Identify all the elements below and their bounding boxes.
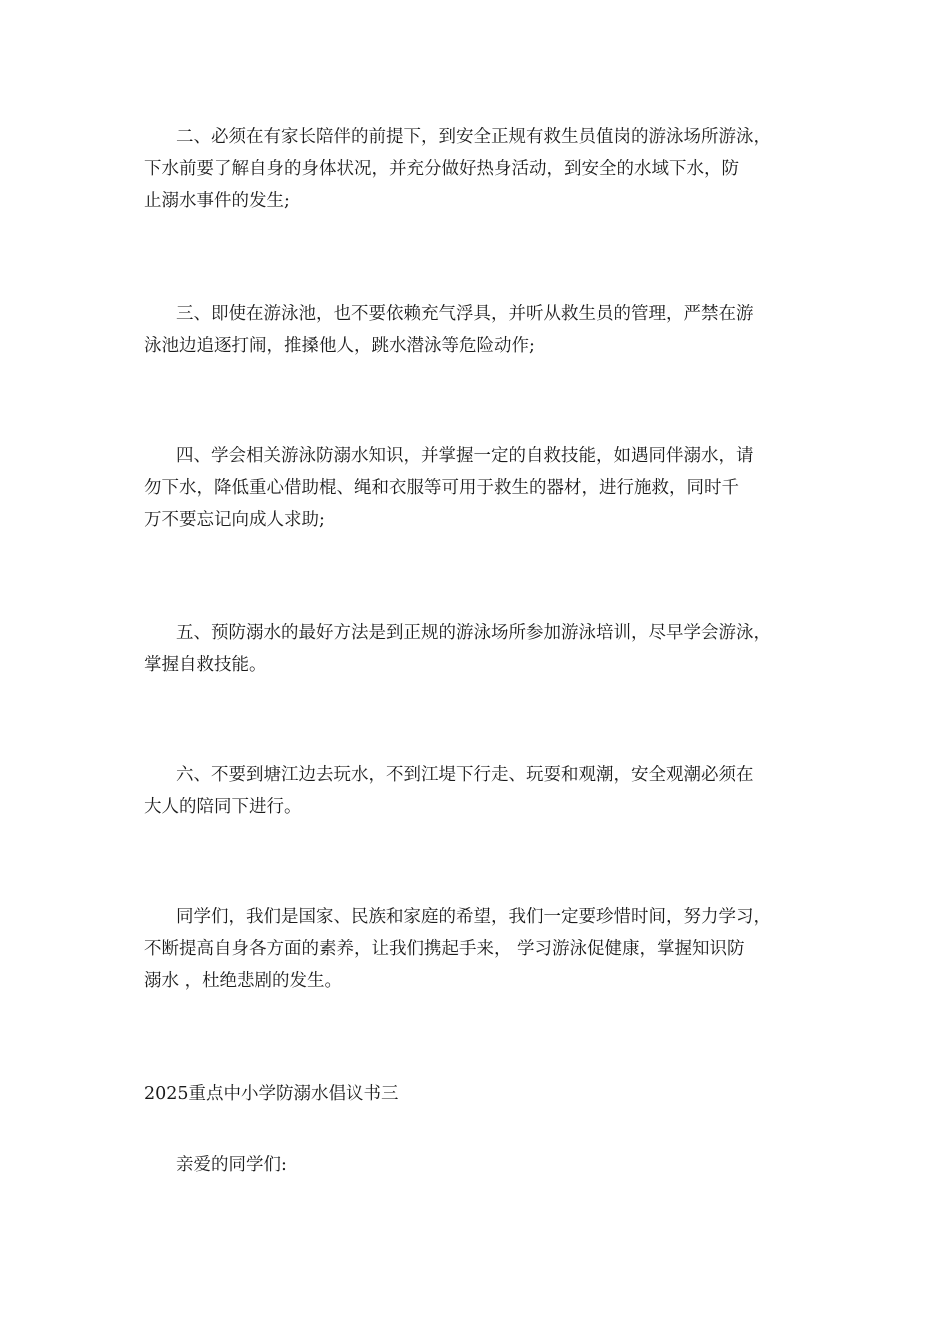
- paragraph-2: [144, 121, 816, 217]
- text-line: 勿下水，降低重心借助棍、绳和衣服等可用于救生的器材，进行施救，同时千: [144, 478, 739, 498]
- text-line: 同学们，我们是国家、民族和家庭的希望，我们一定要珍惜时间，努力学习，: [176, 907, 771, 927]
- paragraph-6: [144, 759, 816, 823]
- closing-paragraph: [144, 901, 816, 997]
- text-line: 大人的陪同下进行。: [144, 797, 302, 817]
- paragraph-5: [144, 617, 816, 681]
- text-line: 六、不要到塘江边去玩水，不到江堤下行走、玩耍和观潮，安全观潮必须在: [176, 765, 754, 785]
- paragraph-4: [144, 440, 816, 536]
- text-line: 溺水 ，杜绝悲剧的发生。: [144, 971, 343, 991]
- text-line: 止溺水事件的发生;: [144, 191, 290, 211]
- text-line: 下水前要了解自身的身体状况，并充分做好热身活动，到安全的水域下水，防: [144, 159, 739, 179]
- text-line: 不断提高自身各方面的素养，让我们携起手来， 学习游泳促健康，掌握知识防: [144, 939, 745, 959]
- paragraph-3: [144, 298, 816, 362]
- section-title: 2025重点中小学防溺水倡议书三: [144, 1084, 399, 1104]
- text-line: 万不要忘记向成人求助;: [144, 510, 325, 530]
- text-line: 四、学会相关游泳防溺水知识，并掌握一定的自救技能，如遇同伴溺水，请: [176, 446, 754, 466]
- salutation: 亲爱的同学们:: [176, 1155, 287, 1175]
- text-line: 三、即使在游泳池，也不要依赖充气浮具，并听从救生员的管理，严禁在游: [176, 304, 754, 324]
- text-line: 泳池边追逐打闹，推搡他人，跳水潜泳等危险动作;: [144, 336, 535, 356]
- text-line: 二、必须在有家长陪伴的前提下，到安全正规有救生员值岗的游泳场所游泳，: [176, 127, 771, 147]
- text-line: 五、预防溺水的最好方法是到正规的游泳场所参加游泳培训，尽早学会游泳，: [176, 623, 771, 643]
- text-line: 掌握自救技能。: [144, 655, 267, 675]
